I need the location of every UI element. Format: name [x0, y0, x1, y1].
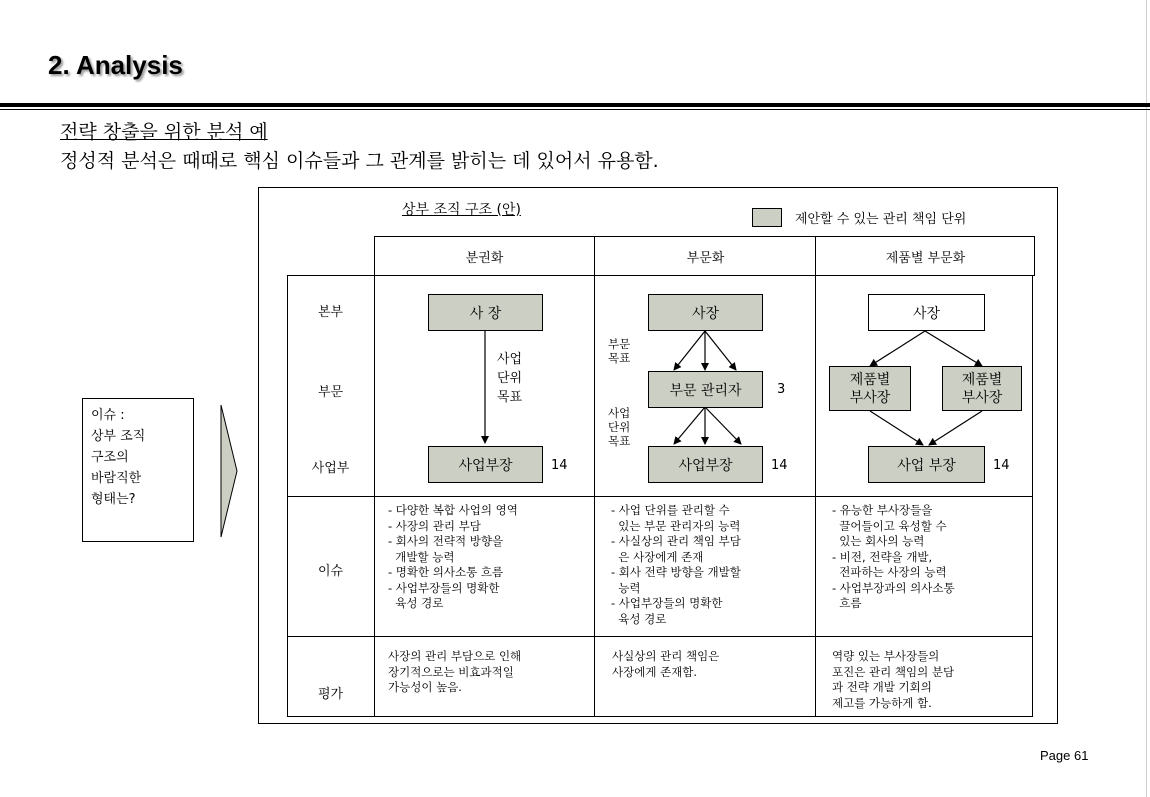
column-header-divisional: 부문화: [686, 251, 725, 266]
division-manager-box: 부문 관리자: [648, 371, 763, 408]
issue-callout-box: 이슈 : 상부 조직 구조의 바람직한 형태는?: [82, 398, 194, 542]
division-target-label: 부문 목표: [608, 337, 631, 365]
evaluation-text-product: 역량 있는 부사장들의 포진은 관리 책임의 분담 과 전략 개발 기회의 제고를 가능하게 함.: [832, 649, 955, 710]
page-number: Page 61: [1040, 748, 1089, 763]
bu-count-decentralized: 14: [551, 458, 568, 473]
diagram-title: 상부 조직 구조 (안): [402, 202, 521, 218]
row-label-business-unit: 사업부: [311, 461, 350, 476]
issue-text-divisional: - 사업 단위를 관리할 수 있는 부문 관리자의 능력 - 사실상의 관리 책임 부담 은 사장에게 존재 - 회사 전략 방향을 개발할 능력 - 사업부장들의 명확한 육성 경로: [611, 503, 741, 626]
division-manager-count: 3: [777, 382, 786, 397]
unit-target-label: 사업 단위 목표: [608, 406, 631, 448]
ceo-box-product: 사장: [868, 294, 985, 331]
bu-count-product: 14: [993, 458, 1010, 473]
issue-text-product: - 유능한 부사장들을 끌어들이고 육성할 수 있는 회사의 능력 - 비전, 전략을 개발, 전파하는 사장의 능력 - 사업부장과의 의사소통 흐름: [832, 503, 955, 610]
row-label-issue: 이슈: [317, 564, 344, 579]
column-header-product-divisional: 제품별 부문화: [885, 251, 966, 266]
ceo-box-divisional: 사장: [648, 294, 763, 331]
bu-head-box-decentralized: 사업부장: [428, 446, 543, 483]
row-label-hq: 본부: [317, 305, 344, 320]
row-label-division: 부문: [317, 385, 344, 400]
legend-label: 제안할 수 있는 관리 책임 단위: [795, 212, 967, 227]
bu-head-box-product: 사업 부장: [868, 446, 985, 483]
product-vp-box-2: 제품별 부사장: [942, 366, 1022, 411]
issue-text-decentralized: - 다양한 복합 사업의 영역 - 사장의 관리 부담 - 회사의 전략적 방향을 개발할 능력 - 명확한 의사소통 흐름 - 사업부장들의 명확한 육성 경로: [388, 503, 518, 610]
evaluation-text-decentralized: 사장의 관리 부담으로 인해 장기적으로는 비효과적일 가능성이 높음.: [388, 649, 522, 694]
column-header-decentralized: 분권화: [465, 251, 504, 266]
evaluation-text-divisional: 사실상의 관리 책임은 사장에게 존재함.: [612, 649, 720, 679]
subtitle-description: 정성적 분석은 때때로 핵심 이슈들과 그 관계를 밝히는 데 있어서 유용함.: [60, 150, 659, 172]
page-title: 2. Analysis: [48, 50, 183, 80]
business-unit-target-label: 사업 단위 목표: [497, 352, 523, 405]
row-label-evaluation: 평가: [317, 687, 344, 702]
bu-head-box-divisional: 사업부장: [648, 446, 763, 483]
subtitle-heading: 전략 창출을 위한 분석 예: [60, 121, 268, 143]
ceo-box-decentralized: 사 장: [428, 294, 543, 331]
bu-count-divisional: 14: [771, 458, 788, 473]
product-vp-box-1: 제품별 부사장: [829, 366, 911, 411]
